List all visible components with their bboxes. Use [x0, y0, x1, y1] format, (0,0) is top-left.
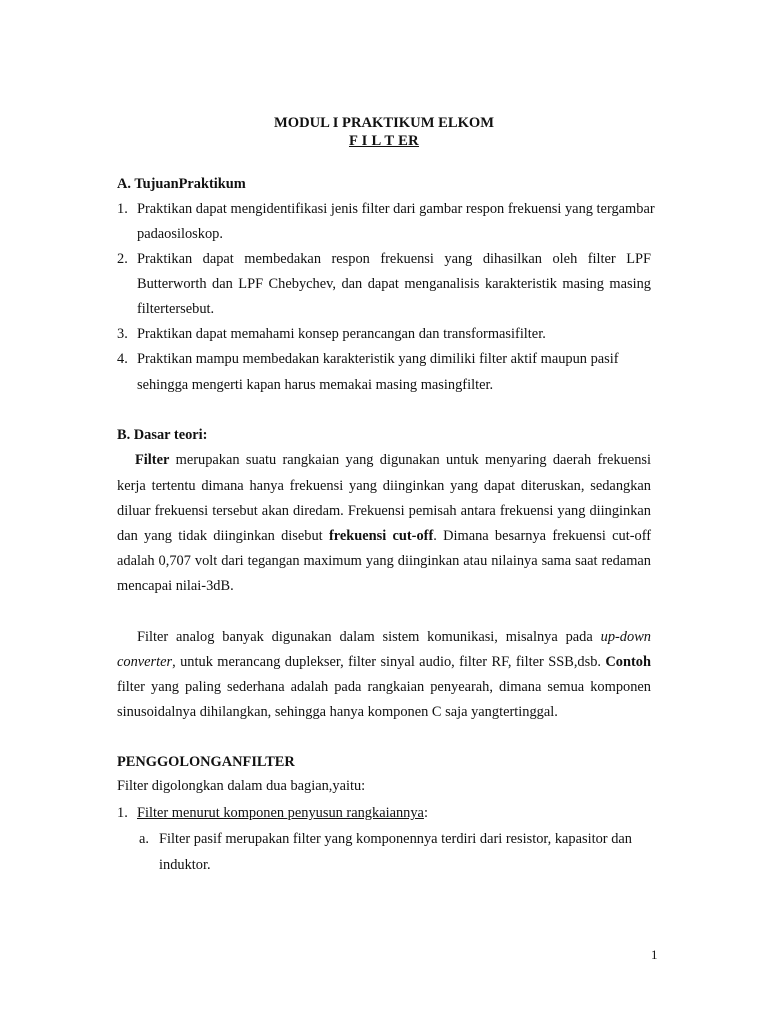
list-item-number: 1.: [117, 201, 128, 217]
text-run: . Dimana besarnya frekuensi cut-off: [433, 528, 652, 544]
list-item-line: Praktikan dapat memahami konsep perancangan dan transformasifilter.: [137, 326, 546, 342]
text-run: merupakan suatu rangkaian yang digunakan untuk menyaring daerah frekuensi: [169, 452, 651, 468]
paragraph-line: [117, 528, 651, 545]
italic-term: up-down: [600, 629, 651, 645]
section-b-heading: B. Dasar teori:: [117, 427, 208, 443]
list-item-line: filtertersebut.: [137, 301, 215, 317]
paragraph-line: mencapai nilai-3dB.: [117, 578, 234, 594]
list-item-line: padaosiloskop.: [137, 226, 223, 242]
paragraph-line: [117, 654, 651, 671]
section-a-heading: A. TujuanPraktikum: [117, 176, 246, 192]
sub-item-line: induktor.: [159, 857, 211, 873]
list-item-number: 4.: [117, 351, 128, 367]
text-run: Filter analog banyak digunakan dalam sistem komunikasi, misalnya pada: [137, 629, 601, 645]
sub-item-label: a.: [139, 831, 149, 847]
paragraph-line: [137, 629, 651, 646]
list-item-line: Butterworth dan LPF Chebychev, dan dapat menganalisis karakteristik masing masing: [137, 276, 651, 292]
bold-term: frekuensi cut-off: [328, 528, 434, 544]
page-number: 1: [651, 947, 658, 962]
document-subtitle: F I L T ER: [348, 133, 420, 149]
document-title: MODUL I PRAKTIKUM ELKOM: [273, 115, 495, 131]
bold-term: Contoh: [605, 654, 651, 670]
section-c-heading: PENGGOLONGANFILTER: [117, 754, 295, 770]
paragraph-line: Filter digolongkan dalam dua bagian,yaitu:: [117, 778, 366, 794]
list-item-line: sehingga mengerti kapan harus memakai masing masingfilter.: [137, 377, 494, 393]
paragraph-line: diluar frekuensi tersebut akan diredam. Frekuensi pemisah antara frekuensi yang diinginkan: [117, 503, 651, 519]
list-item-line: [137, 805, 428, 822]
underlined-term: Filter menurut komponen penyusun rangkaiannya: [137, 805, 424, 821]
text-run: , untuk merancang duplekser, filter sinyal audio, filter RF, filter SSB,dsb.: [172, 654, 606, 670]
text-run: :: [423, 805, 428, 821]
italic-term: converter: [117, 654, 173, 670]
sub-item-line: Filter pasif merupakan filter yang komponennya terdiri dari resistor, kapasitor dan: [159, 831, 632, 847]
list-item-number: 1.: [117, 805, 128, 821]
paragraph-line: kerja tertentu dimana hanya frekuensi yang diinginkan yang dapat diteruskan, sedangkan: [117, 478, 651, 494]
paragraph-line: sinusoidalnya dihilangkan, sehingga hanya komponen C saja yangtertinggal.: [117, 704, 558, 720]
list-item-line: Praktikan dapat membedakan respon frekuensi yang dihasilkan oleh filter LPF: [137, 251, 651, 267]
list-item-line: Praktikan mampu membedakan karakteristik yang dimiliki filter aktif maupun pasif: [137, 351, 619, 367]
list-item-line: Praktikan dapat mengidentifikasi jenis filter dari gambar respon frekuensi yang tergambar: [137, 201, 655, 217]
list-item-number: 3.: [117, 326, 128, 342]
text-run: dan yang tidak diinginkan disebut: [117, 528, 329, 544]
paragraph-line: filter yang paling sederhana adalah pada rangkaian penyearah, dimana semua komponen: [117, 679, 651, 695]
list-item-number: 2.: [117, 251, 128, 267]
paragraph-line: adalah 0,707 volt dari tegangan maximum yang diinginkan atau nilainya sama saat redaman: [117, 553, 651, 569]
bold-term: Filter: [135, 452, 170, 468]
paragraph-line: [135, 452, 651, 469]
